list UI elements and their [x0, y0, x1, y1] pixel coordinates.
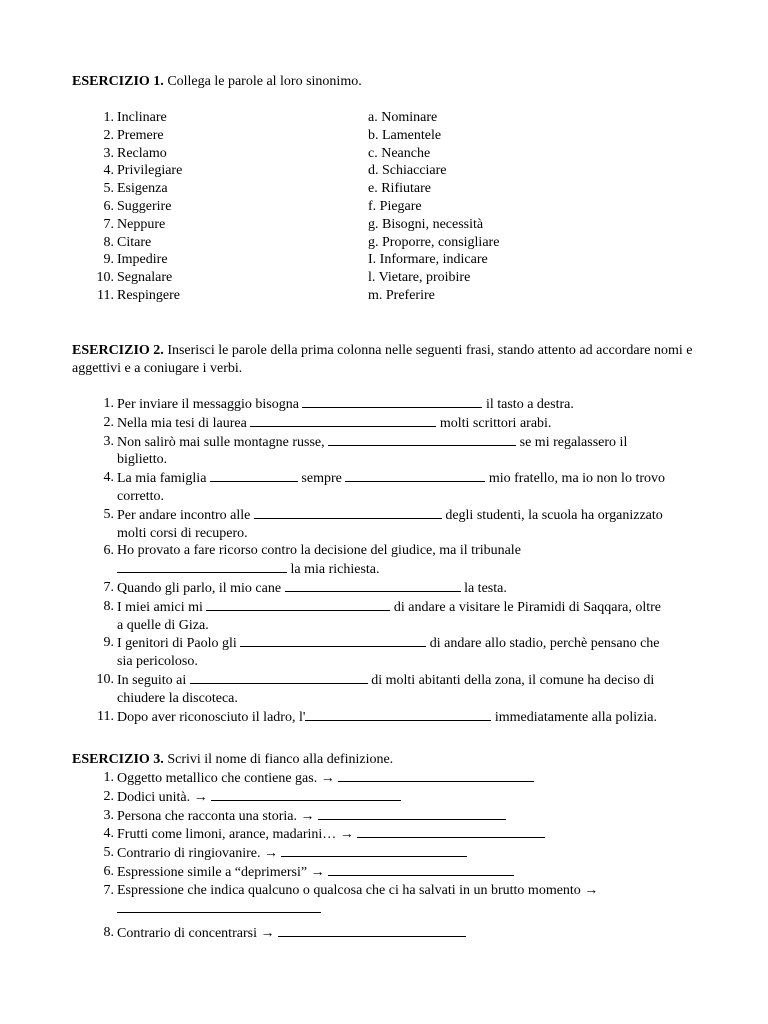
match-row: 5. Esigenza e. Rifiutare — [103, 181, 431, 197]
match-row: 11. Respingere m. Preferire — [97, 287, 435, 303]
word-item: Esigenza — [117, 181, 168, 197]
answer-blank[interactable] — [250, 414, 436, 427]
synonym-item: g. Bisogni, necessità — [368, 216, 484, 232]
answer-blank[interactable] — [190, 671, 368, 684]
synonym-item: a. Nominare — [368, 110, 438, 125]
word-item: Inclinare — [117, 110, 167, 125]
answer-blank[interactable] — [328, 433, 516, 446]
synonym-item: e. Rifiutare — [368, 181, 431, 197]
answer-blank[interactable] — [210, 469, 298, 482]
match-row: 10. Segnalare l. Vietare, proibire — [96, 270, 471, 286]
match-row: 6. Suggerire f. Piegare — [103, 198, 422, 214]
answer-blank[interactable] — [328, 863, 514, 876]
synonym-item: c. Neanche — [368, 145, 431, 161]
definition-item: 7. Espressione che indica qualcuno o qualcosa che ci ha salvati in un brutto momento → — [90, 882, 700, 919]
match-row: 1. Inclinare a. Nominare — [103, 110, 438, 125]
match-row: 9. Impedire I. Informare, indicare — [103, 252, 488, 268]
synonym-item: l. Vietare, proibire — [368, 270, 471, 286]
word-item: Neppure — [117, 216, 166, 232]
definition-item: 8. Contrario di concentrarsi → — [90, 924, 700, 943]
answer-blank[interactable] — [285, 579, 461, 592]
word-item: Impedire — [117, 252, 168, 268]
word-item: Segnalare — [117, 270, 173, 286]
sentence-item: 4. La mia famiglia sempre mio fratello, ma io non lo trovo corretto. — [103, 470, 665, 504]
exercise-2-label: ESERCIZIO 2. — [72, 343, 164, 358]
word-item: Premere — [117, 127, 164, 143]
sentence-item: 8. I miei amici mi di andare a visitare le Piramidi di Saqqara, oltre a quelle di Giza. — [103, 598, 661, 633]
sentence-item: 1. Per inviare il messaggio bisogna il tasto a destra. — [103, 396, 574, 412]
synonym-item: g. Proporre, consigliare — [368, 234, 500, 250]
synonym-item: m. Preferire — [368, 287, 435, 303]
word-item: Respingere — [117, 287, 180, 303]
sentence-item: 2. Nella mia tesi di laurea molti scrittori arabi. — [103, 414, 552, 431]
match-row: 2. Premere b. Lamentele — [103, 127, 442, 143]
exercise-1-heading — [72, 73, 362, 91]
answer-blank[interactable] — [211, 788, 401, 801]
definition-item: 4. Frutti come limoni, arance, madarini… → — [90, 825, 700, 844]
sentence-item: 5. Per andare incontro alle degli studenti, la scuola ha organizzato molti corsi di recupero. — [103, 506, 663, 541]
answer-blank[interactable] — [117, 900, 321, 913]
exercise-3-label: ESERCIZIO 3. — [72, 752, 164, 767]
answer-blank[interactable] — [278, 924, 466, 937]
match-row: 4. Privilegiare d. Schiacciare — [103, 163, 447, 179]
exercise-1-instruction: Collega le parole al loro sinonimo. — [167, 74, 362, 89]
exercise-1-label: ESERCIZIO 1. — [72, 74, 164, 89]
sentence-item: 9. I genitori di Paolo gli di andare allo stadio, perchè pensano che sia pericoloso. — [103, 635, 660, 670]
synonym-item: I. Informare, indicare — [368, 252, 488, 268]
answer-blank[interactable] — [206, 598, 390, 611]
answer-blank[interactable] — [318, 807, 506, 820]
sentence-item: 10. In seguito ai di molti abitanti della zona, il comune ha deciso di chiudere la discoteca. — [96, 671, 655, 706]
match-row: 8. Citare g. Proporre, consigliare — [103, 234, 500, 250]
answer-blank[interactable] — [281, 844, 467, 857]
definition-item: 5. Contrario di ringiovanire. → — [90, 844, 700, 863]
synonym-item: d. Schiacciare — [368, 163, 447, 179]
definition-item: 2. Dodici unità. → — [90, 788, 700, 807]
exercise-2-heading — [72, 342, 702, 378]
word-item: Reclamo — [117, 145, 167, 161]
word-item: Privilegiare — [117, 163, 183, 179]
exercise-3-definition-list — [90, 769, 700, 943]
answer-blank[interactable] — [254, 506, 442, 519]
exercise-2-instruction: Inserisci le parole della prima colonna nelle seguenti frasi, stando attento ad accordare nomi e aggettivi e a coniugare i verbi. — [72, 343, 693, 376]
answer-blank[interactable] — [305, 708, 491, 721]
definition-item: 3. Persona che racconta una storia. → — [90, 807, 700, 826]
sentence-item: 11. Dopo aver riconosciuto il ladro, l' immediatamente alla polizia. — [97, 708, 657, 725]
exercise-2-sentence-list — [90, 395, 700, 726]
word-item: Suggerire — [117, 198, 172, 214]
answer-blank[interactable] — [117, 560, 287, 573]
definition-item: 6. Espressione simile a “deprimersi” → — [90, 863, 700, 882]
match-row: 3. Reclamo c. Neanche — [103, 145, 431, 161]
answer-blank[interactable] — [345, 469, 485, 482]
match-row: 7. Neppure g. Bisogni, necessità — [103, 216, 484, 232]
answer-blank[interactable] — [338, 769, 534, 782]
answer-blank[interactable] — [357, 825, 545, 838]
sentence-item: 6. Ho provato a fare ricorso contro la decisione del giudice, ma il tribunale la mia richiesta. — [103, 543, 521, 578]
answer-blank[interactable] — [302, 395, 482, 408]
answer-blank[interactable] — [240, 634, 426, 647]
exercise-3-instruction: Scrivi il nome di fianco alla definizione. — [167, 752, 394, 767]
definition-item: 1. Oggetto metallico che contiene gas. → — [90, 769, 700, 788]
sentence-item: 3. Non salirò mai sulle montagne russe, se mi regalassero il biglietto. — [103, 433, 628, 468]
sentence-item: 7. Quando gli parlo, il mio cane la testa. — [103, 579, 507, 596]
exercise-1-matching-list — [90, 109, 710, 305]
synonym-item: f. Piegare — [368, 198, 422, 214]
word-item: Citare — [117, 234, 152, 250]
exercise-3-heading — [72, 751, 393, 769]
synonym-item: b. Lamentele — [368, 127, 442, 143]
